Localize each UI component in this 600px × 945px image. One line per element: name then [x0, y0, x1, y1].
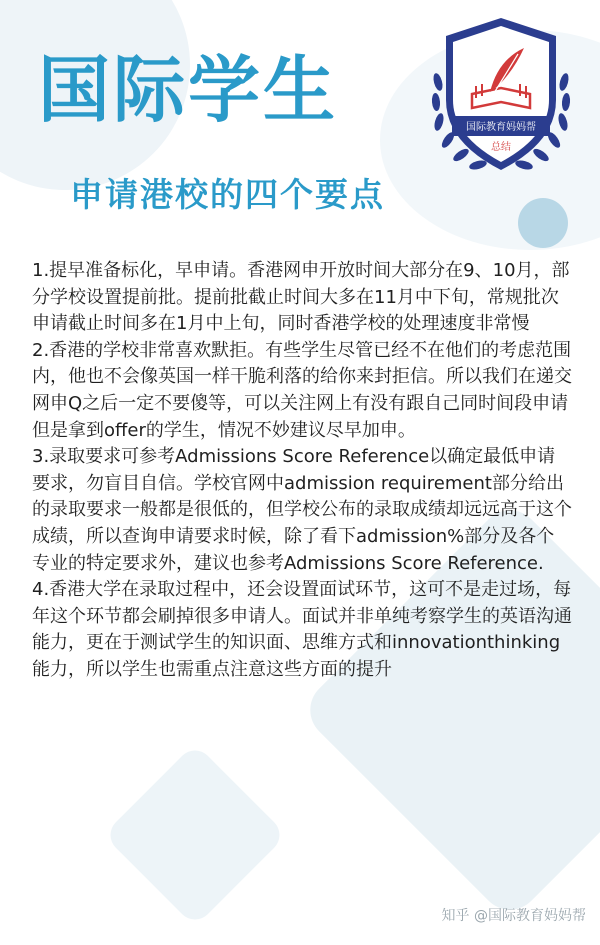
point-item: 2.香港的学校非常喜欢默拒。有些学生尽管已经不在他们的考虑范围内，他也不会像英国一样干脆利落的给你来封拒信。所以我们在递交网申Q之后一定不要傻等，可以关注网上有没有跟自己同时间段申请但是拿到offer的学生，情况不妙建议尽早加申。: [32, 339, 572, 441]
source-watermark: 知乎 @国际教育妈妈帮: [441, 908, 586, 924]
article-body: [32, 258, 572, 684]
page-subtitle: 申请港校的四个要点: [70, 175, 385, 214]
point-item: 1.提早准备标化，早申请。香港网申开放时间大部分在9、10月，部分学校设置提前批。提前批截止时间大多在11月中下旬，常规批次申请截止时间多在1月中上旬，同时香港学校的处理速度非常慢: [32, 260, 570, 335]
badge-org-name: 国际教育妈妈帮: [466, 122, 536, 133]
background-diamond-small: [103, 743, 287, 927]
page-title: 国际学生: [38, 48, 339, 132]
point-item: 4.香港大学在录取过程中，还会设置面试环节，这可不是走过场，每年这个环节都会刷掉很多申请人。面试并非单纯考察学生的英语沟通能力，更在于测试学生的知识面、思维方式和innovationthinking能力，所以学生也需重点注意这些方面的提升: [32, 579, 572, 680]
decorative-dot: [518, 198, 568, 248]
badge-tag: 总结: [491, 142, 511, 153]
point-item: 3.录取要求可参考Admissions Score Reference以确定最低申请要求，勿盲目自信。学校官网中admission requirement部分给出的录取要求一般都是很低的，但学校公布的录取成绩却远远高于这个成绩，所以查询申请要求时候，除了看下admission%部分及各个专业的特定要求外，建议也参考Admissions Score Reference.: [32, 446, 572, 574]
org-badge-logo: [428, 12, 574, 182]
